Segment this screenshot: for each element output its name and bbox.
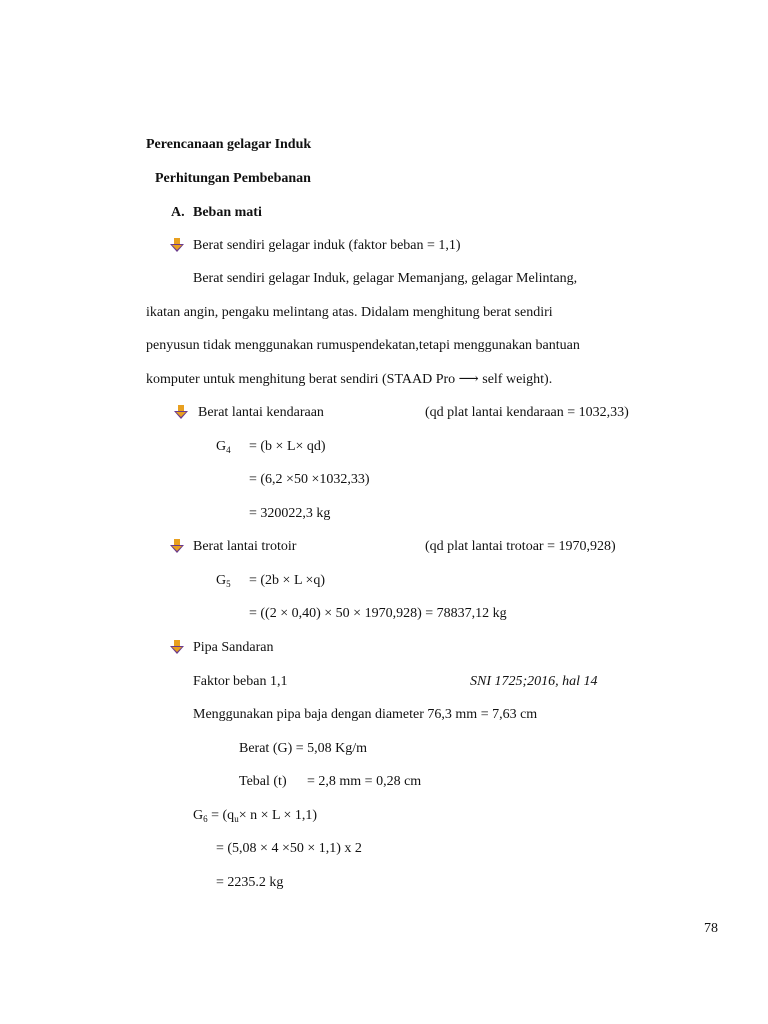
down-arrow-bullet-icon <box>169 639 185 655</box>
section-title: Beban mati <box>193 205 262 220</box>
pipe-description: Menggunakan pipa baja dengan diameter 76,3 mm = 7,63 cm <box>193 707 538 722</box>
paragraph-line: ikatan angin, pengaku melintang atas. Didalam menghitung berat sendiri <box>146 305 553 320</box>
paragraph-line: penyusun tidak menggunakan rumuspendekatan,tetapi menggunakan bantuan <box>146 338 580 353</box>
section-marker: A. <box>171 205 185 220</box>
down-arrow-bullet-icon <box>169 538 185 554</box>
equation-line: = ((2 × 0,40) × 50 × 1970,928) = 78837,12 kg <box>249 606 507 621</box>
paragraph-line: komputer untuk menghitung berat sendiri (STAAD Pro ⟶ self weight). <box>146 372 553 387</box>
standard-reference: SNI 1725;2016, hal 14 <box>470 674 598 689</box>
symbol-g4: $G_4$ <box>216 439 231 455</box>
equation-line: = 320022,3 kg <box>249 506 331 521</box>
equation-g6: $G_6 = (q_u\times n \times L \times 1,1)$ <box>193 808 318 824</box>
down-arrow-bullet-icon <box>173 404 189 420</box>
bullet-railing-pipe-text: Pipa Sandaran <box>193 640 274 655</box>
load-factor-text: Faktor beban 1,1 <box>193 674 288 689</box>
sidewalk-floor-note: (qd plat lantai trotoar = 1970,928) <box>425 539 616 554</box>
pipe-thickness-value: = 2,8 mm = 0,28 cm <box>307 774 422 789</box>
pipe-thickness-label: Tebal (t) <box>239 774 287 789</box>
vehicle-floor-note: (qd plat lantai kendaraan = 1032,33) <box>425 405 629 420</box>
equation-line: = (b × L× qd) <box>249 439 326 454</box>
subheading: Perhitungan Pembebanan <box>155 171 311 186</box>
page-number: 78 <box>704 921 718 936</box>
bullet-vehicle-floor-text: Berat lantai kendaraan <box>198 405 324 420</box>
pipe-weight: Berat (G) = 5,08 Kg/m <box>239 741 368 756</box>
equation-line: = 2235.2 kg <box>216 875 284 890</box>
paragraph-line: Berat sendiri gelagar Induk, gelagar Memanjang, gelagar Melintang, <box>193 271 578 286</box>
equation-line: = (2b × L ×q) <box>249 573 326 588</box>
bullet-sidewalk-floor-text: Berat lantai trotoir <box>193 539 297 554</box>
symbol-g5: $G_5$ <box>216 573 231 589</box>
equation-line: = (6,2 ×50 ×1032,33) <box>249 472 370 487</box>
page-heading: Perencanaan gelagar Induk <box>146 137 312 152</box>
bullet-self-weight-text: Berat sendiri gelagar induk (faktor beban = 1,1) <box>193 238 461 253</box>
down-arrow-bullet-icon <box>169 237 185 253</box>
equation-line: = (5,08 × 4 ×50 × 1,1) x 2 <box>216 841 362 856</box>
